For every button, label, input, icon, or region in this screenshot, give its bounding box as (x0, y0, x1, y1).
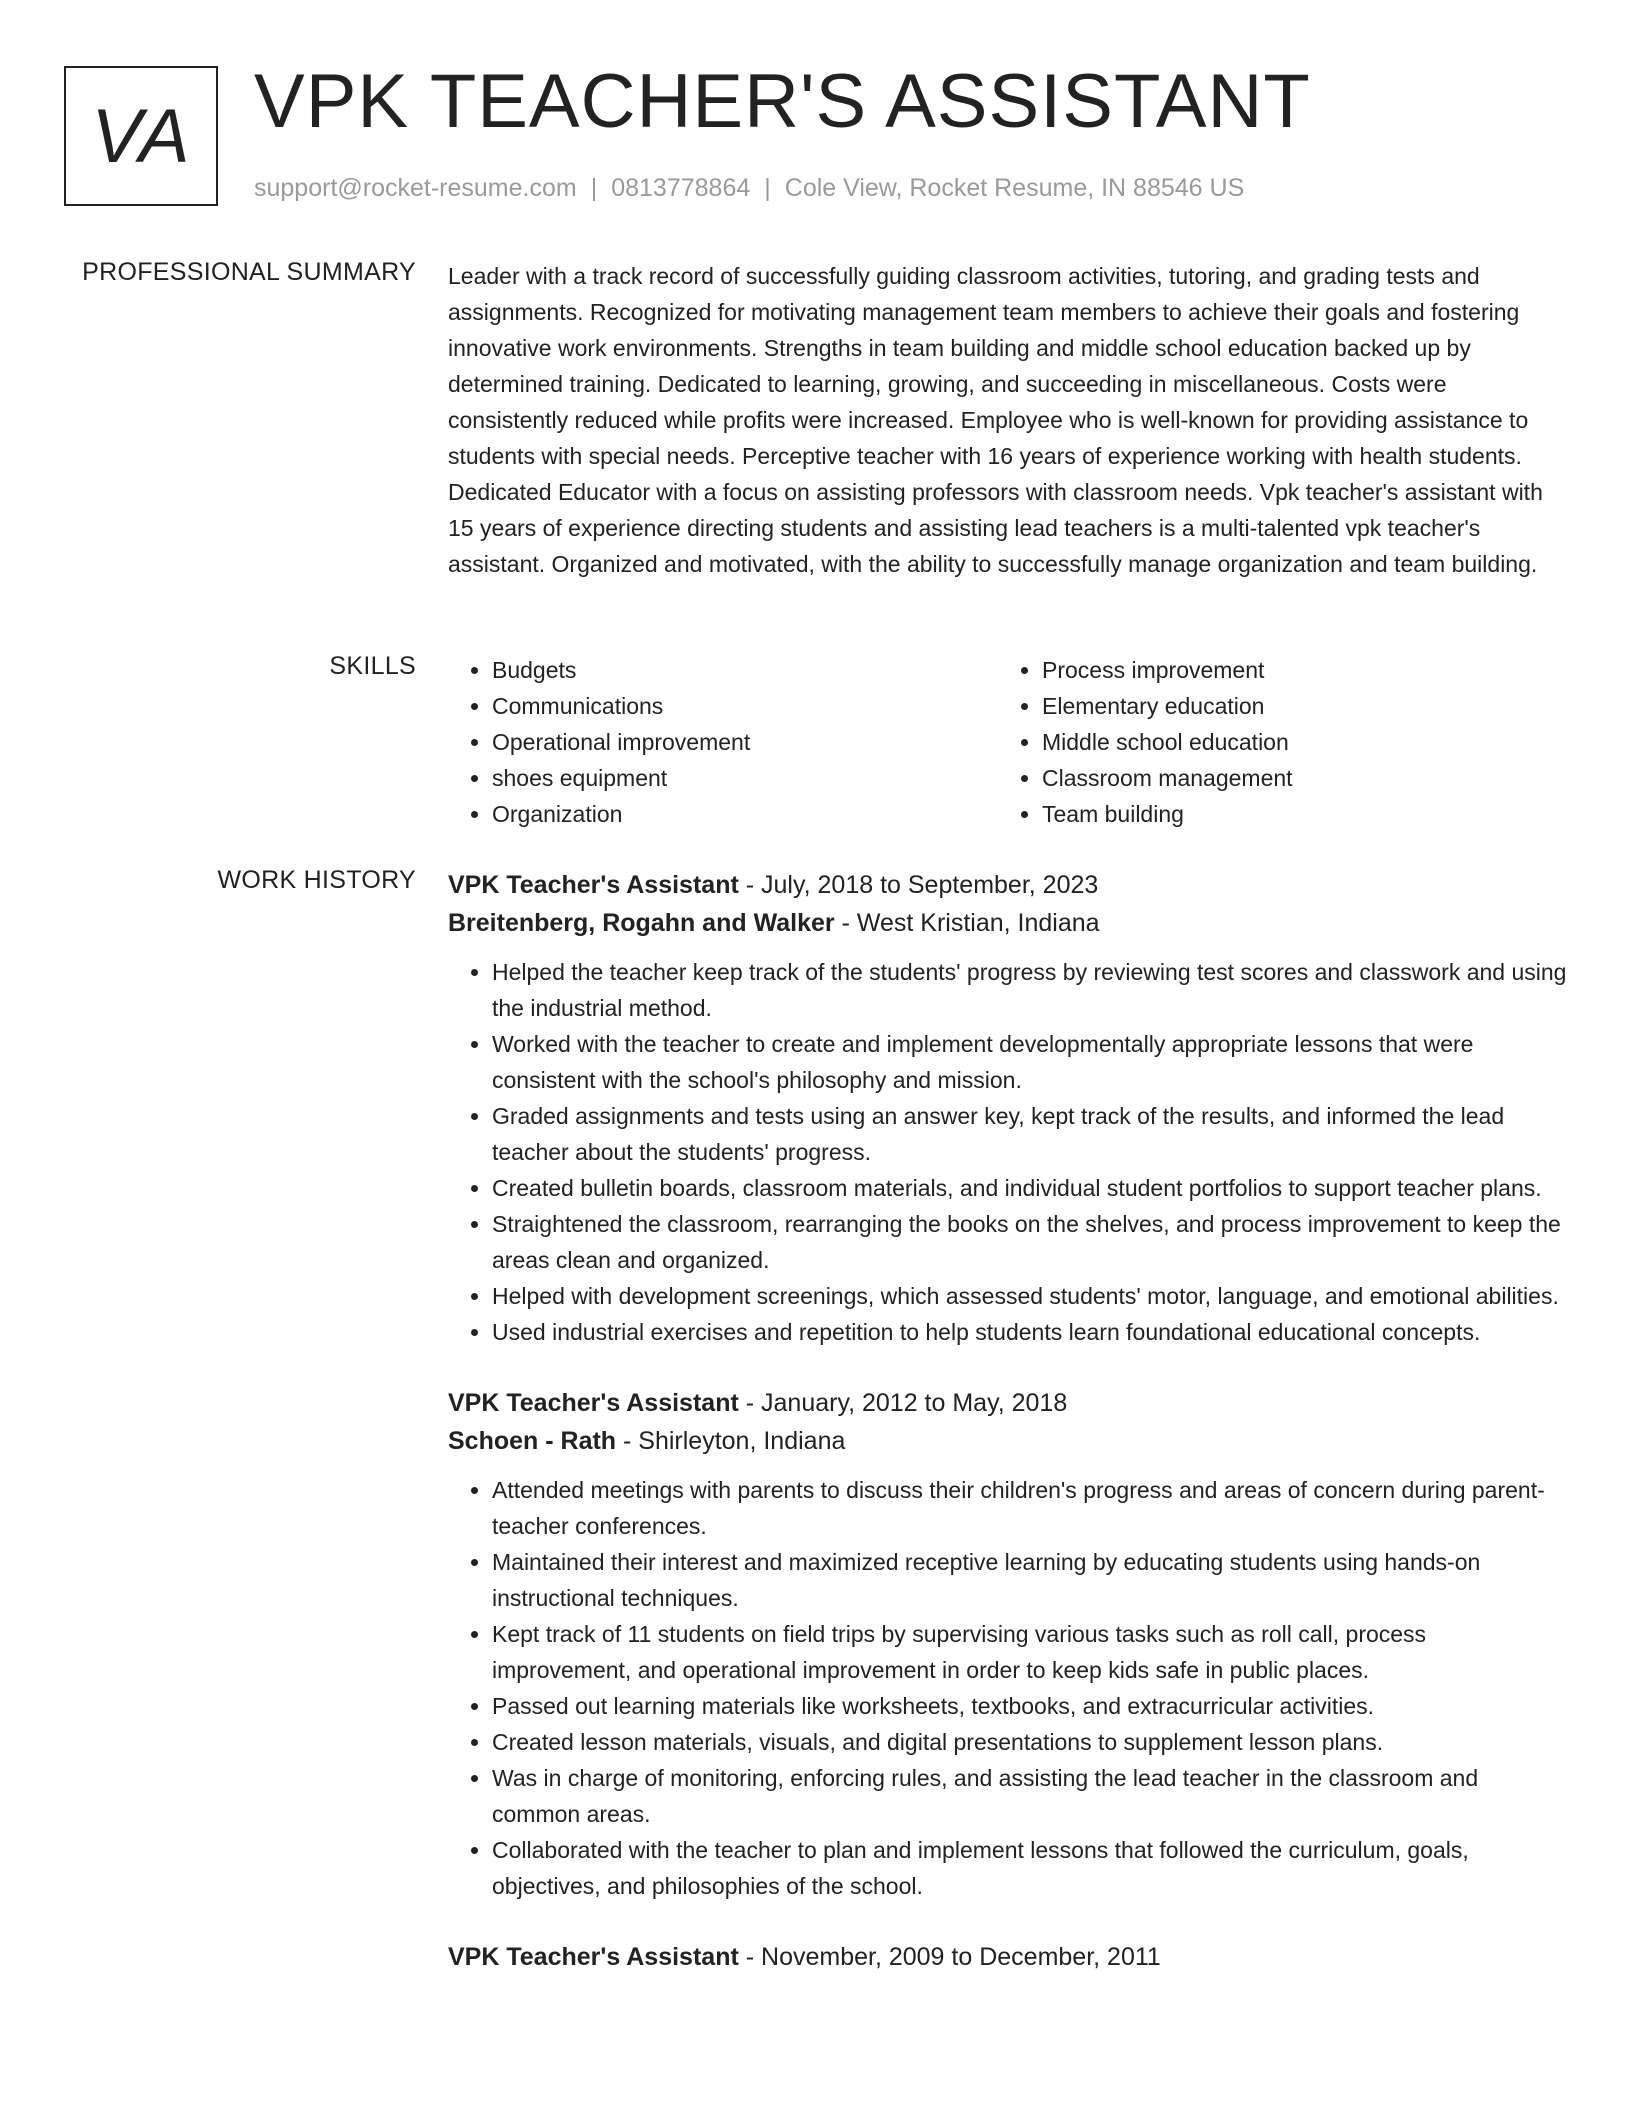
skills-content (448, 652, 1568, 832)
job-duty: • Kept track of 11 students on field trips by supervising various tasks such as roll call, process improvement, and operational improvement in order to keep kids safe in public places. (492, 1616, 1568, 1688)
contact-separator: | (590, 174, 598, 202)
contact-email[interactable]: support@rocket-resume.com (254, 174, 577, 202)
job-duty: • Passed out learning materials like worksheets, textbooks, and extracurricular activities. (492, 1688, 1568, 1724)
skill-item: • shoes equipment (492, 760, 998, 796)
contact-address: Cole View, Rocket Resume, IN 88546 US (784, 174, 1245, 202)
job-duty: • Created bulletin boards, classroom materials, and individual student portfolios to support teacher plans. (492, 1170, 1568, 1206)
job-title-line (448, 866, 1568, 904)
skill-item: • Budgets (492, 652, 998, 688)
summary-paragraph: Leader with a track record of successfully guiding classroom activities, tutoring, and grading tests and assignments. Recognized for motivating management team members to achieve their goals and fostering innovative work environments. Strengths in team building and middle school education backed up by determined training. Dedicated to learning, growing, and succeeding in miscellaneous. Costs were consistently reduced while profits were increased. Employee who is well-known for providing assistance to students with special needs. Perceptive teacher with 16 years of experience working with health students. Dedicated Educator with a focus on assisting professors with classroom needs. Vpk teacher's assistant with 15 years of experience directing students and assisting lead teachers is a multi-talented vpk teacher's assistant. Organized and motivated, with the ability to successfully manage organization and team building. (448, 263, 1543, 577)
resume-header (64, 59, 1584, 216)
candidate-name: VPK TEACHER'S ASSISTANT (254, 59, 1311, 144)
job-entry (448, 866, 1568, 1350)
skill-item: • Organization (492, 796, 998, 832)
job-location: - West Kristian, Indiana (834, 909, 1100, 937)
job-location: - Shirleyton, Indiana (616, 1427, 846, 1455)
job-duty: • Used industrial exercises and repetition to help students learn foundational educational concepts. (492, 1314, 1568, 1350)
job-duty: • Created lesson materials, visuals, and digital presentations to supplement lesson plans. (492, 1724, 1568, 1760)
skill-item: • Communications (492, 688, 998, 724)
section-heading-work-history: WORK HISTORY (217, 866, 416, 894)
job-employer-line (448, 1422, 1568, 1460)
job-duty: • Collaborated with the teacher to plan and implement lessons that followed the curriculum, goals, objectives, and philosophies of the school. (492, 1832, 1568, 1904)
job-dates: - November, 2009 to December, 2011 (738, 1943, 1161, 1971)
job-duties-list (448, 954, 1568, 1350)
skills-columns (448, 652, 1568, 832)
skill-item: • Team building (1042, 796, 1548, 832)
job-duties-list (448, 1472, 1568, 1904)
skill-item: • Classroom management (1042, 760, 1548, 796)
job-title-line (448, 1938, 1568, 1976)
job-duty: • Straightened the classroom, rearranging the books on the shelves, and process improvement to keep the areas clean and organized. (492, 1206, 1568, 1278)
section-heading-summary: PROFESSIONAL SUMMARY (82, 258, 416, 286)
job-duty: • Was in charge of monitoring, enforcing rules, and assisting the lead teacher in the classroom and common areas. (492, 1760, 1568, 1832)
job-duty: • Attended meetings with parents to discuss their children's progress and areas of concern during parent-teacher conferences. (492, 1472, 1568, 1544)
contact-line (254, 174, 1244, 203)
job-duty: • Worked with the teacher to create and implement developmentally appropriate lessons that were consistent with the school's philosophy and mission. (492, 1026, 1568, 1098)
section-heading-skills: SKILLS (329, 652, 416, 680)
job-duty: • Helped the teacher keep track of the students' progress by reviewing test scores and classwork and using the industrial method. (492, 954, 1568, 1026)
job-dates: - July, 2018 to September, 2023 (738, 871, 1099, 899)
job-dates: - January, 2012 to May, 2018 (738, 1389, 1068, 1417)
contact-separator: | (764, 174, 771, 202)
skills-list-right (998, 652, 1548, 832)
skill-item: • Process improvement (1042, 652, 1548, 688)
skills-list-left (448, 652, 998, 832)
monogram-initials: VA (91, 93, 191, 179)
skill-item: • Middle school education (1042, 724, 1548, 760)
job-title: VPK Teacher's Assistant (448, 1389, 739, 1417)
summary-content (448, 258, 1568, 582)
job-entry (448, 1938, 1568, 1976)
job-title-line (448, 1384, 1568, 1422)
work-history-content (448, 866, 1568, 2010)
job-company: Schoen - Rath (448, 1427, 617, 1455)
job-duty: • Graded assignments and tests using an answer key, kept track of the results, and informed the lead teacher about the students' progress. (492, 1098, 1568, 1170)
job-company: Breitenberg, Rogahn and Walker (448, 909, 835, 937)
skill-item: • Elementary education (1042, 688, 1548, 724)
job-duty: • Maintained their interest and maximized receptive learning by educating students using hands-on instructional techniques. (492, 1544, 1568, 1616)
job-title: VPK Teacher's Assistant (448, 1943, 739, 1971)
job-entry (448, 1384, 1568, 1904)
skill-item: • Operational improvement (492, 724, 998, 760)
monogram-badge (64, 66, 218, 206)
contact-phone[interactable]: 0813778864 (611, 174, 751, 202)
job-duty: • Helped with development screenings, which assessed students' motor, language, and emotional abilities. (492, 1278, 1568, 1314)
job-employer-line (448, 904, 1568, 942)
job-title: VPK Teacher's Assistant (448, 871, 739, 899)
